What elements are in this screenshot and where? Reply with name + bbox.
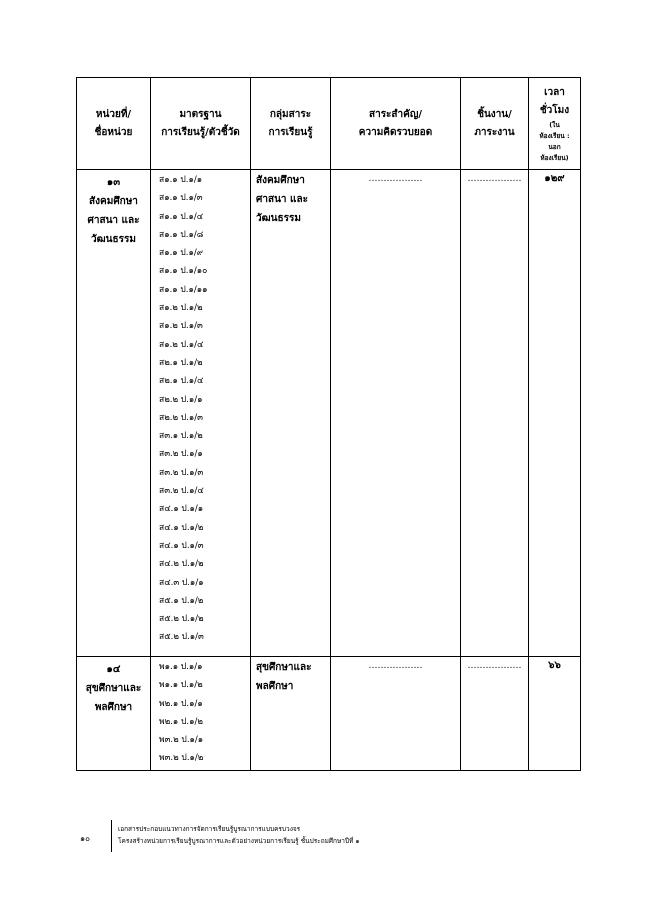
task-cell: ……………… (461, 657, 529, 771)
header-time-note2: ห้องเรียน : (539, 131, 570, 140)
footer-divider (111, 820, 112, 852)
header-time-note4: ห้องเรียน) (540, 153, 569, 162)
standard-item: ส๑.๑ ป.๑/๓ (159, 193, 203, 204)
standard-item: ส๑.๑ ป.๑/๘ (159, 229, 204, 240)
standard-item: ส๓.๑ ป.๑/๒ (159, 431, 203, 442)
header-standard (151, 78, 251, 170)
standards-cell (151, 170, 251, 657)
header-group-line1: กลุ่มสาระ (269, 108, 312, 120)
standard-item: ส๔.๑ ป.๑/๓ (159, 540, 204, 551)
standard-item: ส๑.๒ ป.๑/๔ (159, 339, 204, 350)
group-cell (251, 657, 331, 771)
header-group-line2: การเรียนรู้ (268, 126, 313, 138)
standard-item: ส๒.๒ ป.๑/๑ (159, 394, 203, 405)
unit-name-line: วัฒนธรรม (91, 234, 136, 245)
unit-name-line: ศาสนา และ (87, 215, 140, 226)
standard-item: ส๔.๓ ป.๑/๑ (159, 577, 204, 588)
header-time-line1: เวลา (544, 86, 565, 98)
unit-name-line: สุขศึกษาและ (85, 683, 142, 694)
header-unit-line1: หน่วยที่/ (95, 108, 132, 120)
header-task (461, 78, 529, 170)
standard-item: ส๑.๑ ป.๑/๙ (159, 248, 203, 259)
header-time-note1: (ใน (549, 120, 560, 129)
group-line: สังคมศึกษา (256, 175, 305, 186)
standard-item: ส๓.๒ ป.๑/๔ (159, 486, 204, 497)
unit-number: ๑๔ (106, 664, 121, 675)
table-row (77, 657, 581, 771)
header-essence-line1: สาระสำคัญ/ (368, 108, 423, 120)
header-essence-line2: ความคิดรวบยอด (358, 126, 433, 138)
standard-item: พ๓.๒ ป.๑/๑ (159, 735, 204, 746)
standards-cell (151, 657, 251, 771)
header-time-note3: นอก (548, 142, 561, 151)
essence-cell: ……………… (331, 657, 461, 771)
essence-cell: ……………… (331, 170, 461, 657)
standard-item: ส๑.๑ ป.๑/๑๑ (159, 284, 208, 295)
task-cell: ……………… (461, 170, 529, 657)
standard-item: ส๓.๒ ป.๑/๑ (159, 449, 203, 460)
header-task-line1: ชิ้นงาน/ (477, 108, 512, 120)
header-group (251, 78, 331, 170)
group-line: พลศึกษา (256, 681, 294, 692)
group-line: สุขศึกษาและ (256, 662, 312, 673)
standard-item: พ๒.๑ ป.๑/๑ (159, 698, 203, 709)
standard-item: ส๔.๒ ป.๑/๒ (159, 559, 204, 570)
page-number: ๑๐ (80, 834, 90, 843)
standard-item: ส๒.๒ ป.๑/๓ (159, 412, 203, 423)
standard-item: ส๔.๑ ป.๑/๒ (159, 522, 204, 533)
standard-item: ส๑.๑ ป.๑/๑๐ (159, 266, 208, 277)
header-unit-line2: ชื่อหน่วย (94, 126, 133, 138)
table-header-row (77, 78, 581, 170)
page-footer (0, 820, 658, 860)
table-row (77, 170, 581, 657)
curriculum-table (76, 77, 581, 771)
unit-cell (77, 657, 151, 771)
standard-item: ส๑.๒ ป.๑/๒ (159, 303, 203, 314)
unit-name-line: สังคมศึกษา (89, 196, 138, 207)
standard-item: ส๔.๑ ป.๑/๑ (159, 504, 204, 515)
header-standard-line1: มาตรฐาน (179, 108, 222, 120)
header-unit (77, 78, 151, 170)
standard-item: พ๑.๑ ป.๑/๑ (159, 662, 203, 672)
footer-line2: โครงสร้างหน่วยการเรียนรู้บูรณาการและตัวอย่างหน่วยการเรียนรู้ ชั้นประถมศึกษาปีที่ ๑ (118, 837, 360, 845)
standard-item: พ๒.๑ ป.๑/๒ (159, 716, 203, 727)
group-line: วัฒนธรรม (256, 213, 301, 224)
group-cell (251, 170, 331, 657)
standard-item: ส๑.๒ ป.๑/๓ (159, 321, 203, 332)
standard-item: ส๓.๒ ป.๑/๓ (159, 467, 204, 478)
group-line: ศาสนา และ (256, 194, 308, 205)
hours-cell: ๑๒๙ (529, 170, 581, 657)
header-task-line2: ภาระงาน (474, 126, 515, 138)
unit-name-line: พลศึกษา (94, 702, 133, 713)
standard-item: พ๓.๒ ป.๑/๒ (159, 753, 204, 764)
header-standard-line2: การเรียนรู้/ตัวชี้วัด (161, 126, 240, 138)
standard-item: ส๕.๒ ป.๑/๒ (159, 614, 204, 625)
hours-cell: ๖๖ (529, 657, 581, 771)
header-time (529, 78, 581, 170)
standard-item: ส๕.๑ ป.๑/๒ (159, 595, 204, 606)
header-time-line2: ชั่วโมง (539, 104, 570, 116)
standard-item: ส๑.๑ ป.๑/๑ (159, 175, 203, 185)
standard-item: ส๑.๑ ป.๑/๔ (159, 211, 204, 222)
standard-item: ส๒.๑ ป.๑/๔ (159, 376, 204, 387)
unit-number: ๑๓ (106, 177, 121, 188)
footer-line1: เอกสารประกอบแนวทางการจัดการเรียนรู้บูรณาการแบบครบวงจร (118, 825, 301, 833)
standard-item: พ๑.๑ ป.๑/๒ (159, 680, 203, 691)
header-essence (331, 78, 461, 170)
footer-text (118, 823, 360, 847)
standard-item: ส๕.๒ ป.๑/๓ (159, 632, 204, 643)
standard-item: ส๒.๑ ป.๑/๒ (159, 357, 203, 368)
unit-cell (77, 170, 151, 657)
